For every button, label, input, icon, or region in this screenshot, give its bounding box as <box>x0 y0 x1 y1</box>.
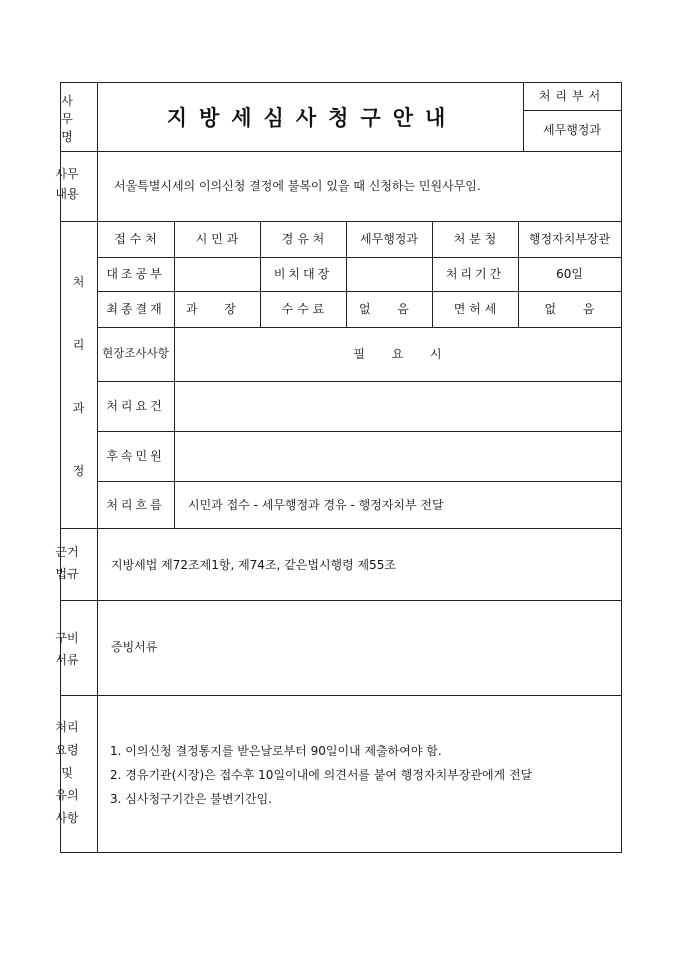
note-item: 2. 경유기관(시장)은 접수후 10일이내에 의견서를 붙여 행정자치부장관에게 전달 <box>110 768 533 782</box>
site-investigation-value: 필 요 시 <box>353 347 442 361</box>
notes-label: 처리 요령 및 유의 사항 <box>55 720 79 826</box>
content-label: 사무 내용 <box>55 167 79 202</box>
legal-basis-text: 지방세법 제72조제1항, 제74조, 같은법시행령 제55조 <box>111 558 396 572</box>
reception-office-value: 시 민 과 <box>195 232 239 246</box>
processing-period-value: 60일 <box>556 267 583 281</box>
reception-office-label: 접 수 처 <box>114 232 157 246</box>
license-tax-label: 면 허 세 <box>453 302 497 316</box>
site-investigation-label: 현장조사사항 <box>102 346 169 360</box>
business-name-label: 사 무 명 <box>61 94 73 144</box>
follow-up-complaint-label: 후속민원 <box>106 449 165 463</box>
final-approval-value: 과 장 <box>186 302 236 316</box>
processing-requirements-label: 처리요건 <box>106 399 165 413</box>
license-tax-value: 없 음 <box>544 302 595 316</box>
reference-ledger-label: 대조공부 <box>106 267 165 281</box>
via-office-label: 경 유 처 <box>281 232 325 246</box>
disposition-office-value: 행정자치부장관 <box>528 232 611 246</box>
processing-flow-label: 처리흐름 <box>106 498 165 512</box>
register-label: 비치대장 <box>273 267 333 281</box>
department-label: 처리부서 <box>538 89 606 103</box>
processing-period-label: 처리기간 <box>445 267 505 281</box>
fee-value: 없 음 <box>359 302 409 316</box>
required-documents-text: 증빙서류 <box>111 640 158 654</box>
note-item: 1. 이의신청 결정통지를 받은날로부터 90일이내 제출하여야 함. <box>110 744 442 758</box>
processing-flow-value: 시민과 접수 - 세무행정과 경유 - 행정자치부 전달 <box>188 498 444 512</box>
department-value: 세무행정과 <box>543 123 601 137</box>
disposition-office-label: 처 분 청 <box>453 232 497 246</box>
note-item: 3. 심사청구기간은 불변기간임. <box>110 792 272 806</box>
content-text: 서울특별시세의 이의신청 결정에 불복이 있을 때 신청하는 민원사무임. <box>114 179 481 193</box>
required-documents-label: 구비 서류 <box>55 631 79 667</box>
via-office-value: 세무행정과 <box>360 232 418 246</box>
fee-label: 수 수 료 <box>281 302 325 316</box>
final-approval-label: 최종결재 <box>106 302 165 316</box>
page-title: 지방세심사청구안내 <box>166 106 458 130</box>
legal-basis-label: 근거 법규 <box>55 545 79 581</box>
